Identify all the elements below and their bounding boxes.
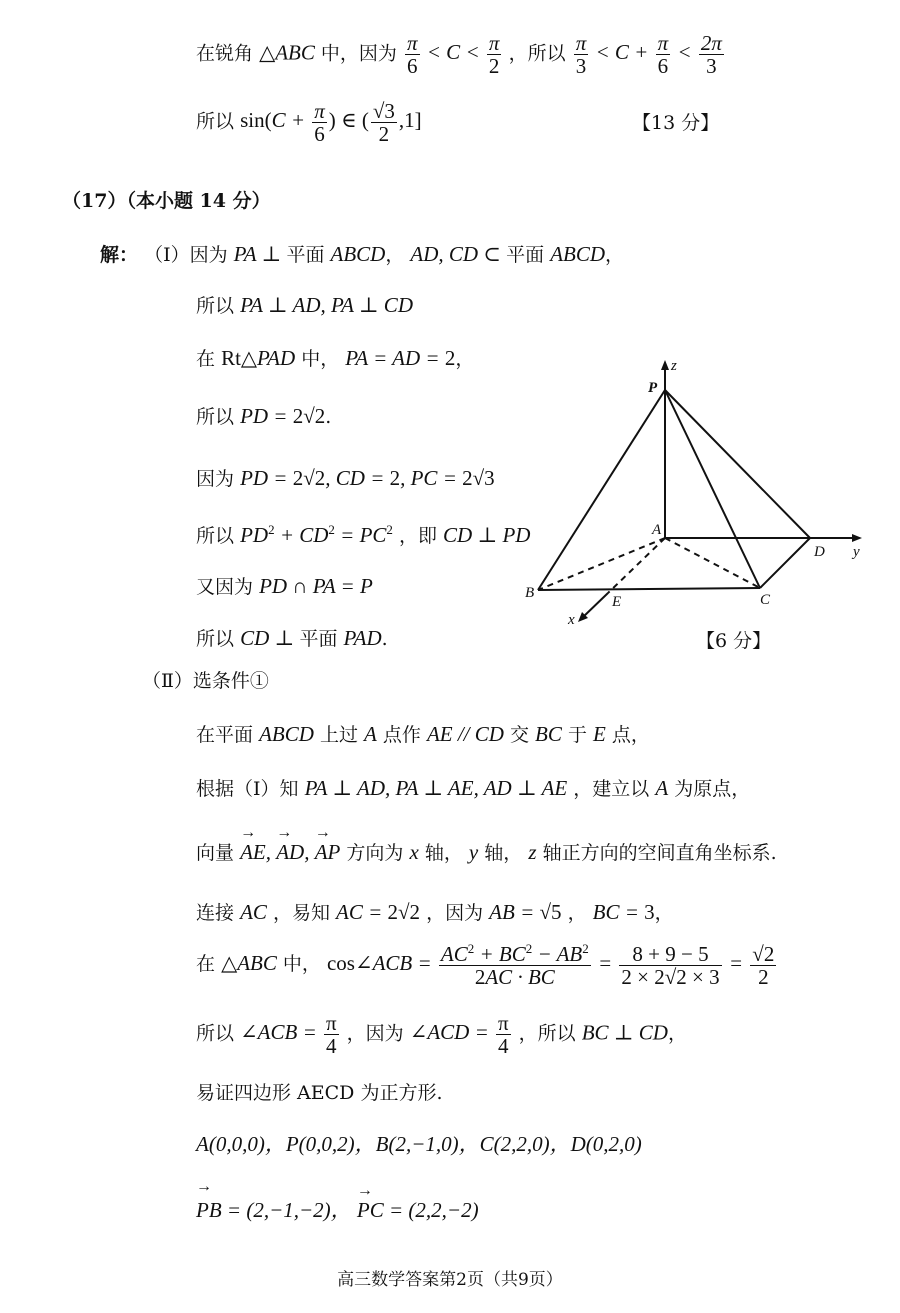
line-lengths	[196, 464, 495, 491]
vector-pc: → PC = (2,2,−2)	[357, 1198, 479, 1223]
line-coordinates: A(0,0,0)，P(0,0,2)，B(2,−1,0)，C(2,2,0)，D(0,2,0)	[196, 1132, 642, 1156]
math: BC	[535, 722, 562, 746]
text: 所以	[196, 1022, 235, 1045]
math-c-range: $\frac{\pi}{6}$ < C < $\frac{\pi}{2}$	[406, 31, 500, 79]
text: 所以	[196, 525, 235, 547]
solution-label: 解：	[100, 244, 139, 266]
math: PA ⊥ AD, PA ⊥ CD	[240, 293, 413, 317]
math: ∠ACD = $\frac{\pi}{4}$	[409, 1011, 509, 1059]
math: PA = AD = 2	[345, 346, 456, 370]
math: AC = 2√2	[336, 900, 421, 924]
math: CD ⊥ PD	[443, 523, 531, 547]
line-vectors	[196, 1194, 479, 1224]
problem-17-header: （17）（本小题 14 分）	[62, 190, 271, 212]
line-square: 易证四边形 AECD 为正方形.	[196, 1082, 443, 1104]
text: ，因为	[346, 1022, 404, 1045]
text: 中，	[282, 952, 321, 975]
text: 为原点，	[674, 778, 751, 800]
part2-label: （Ⅱ）选条件①	[142, 670, 269, 692]
text: 所以	[196, 295, 235, 317]
math-triangle-abc: △ABC	[259, 40, 315, 65]
math: PD = 2√2, CD = 2, PC = 2√3	[240, 466, 495, 490]
text: 点，	[611, 724, 650, 746]
edge-pb	[538, 390, 665, 590]
math: ∠ACB = $\frac{\pi}{4}$	[240, 1011, 337, 1059]
edge-cd	[760, 538, 810, 588]
math: E	[593, 722, 606, 746]
text: 在	[196, 952, 216, 975]
y-arrow	[852, 534, 862, 542]
text: 点作	[382, 724, 421, 746]
label-e: E	[612, 594, 622, 610]
label-p: P	[648, 380, 658, 396]
math: x	[409, 840, 419, 864]
edge-pd	[665, 390, 810, 538]
line-conclusion-1: 所以 CD ⊥ 平面 PAD.	[196, 626, 388, 650]
line-angles: 所以 ∠ACB = $\frac{\pi}{4}$ ，因为 ∠ACD = $\frac{\pi}{4}$ ，所以 BC ⊥ CD，	[196, 1011, 687, 1059]
math: PD ∩ PA = P	[259, 574, 373, 598]
math: AB = √5	[489, 900, 562, 924]
text: ，即	[398, 525, 437, 547]
vector-pb: → PB = (2,−1,−2)，	[196, 1194, 352, 1224]
line-sin-range	[196, 100, 422, 145]
math: PA ⊥	[233, 242, 287, 266]
line-cosine	[196, 942, 778, 988]
text: 又因为	[196, 576, 254, 598]
math: ABCD	[330, 242, 386, 266]
label-a: A	[652, 522, 662, 538]
math: PAD	[343, 626, 382, 650]
text: ，所以	[508, 42, 566, 65]
math: PA ⊥ AD, PA ⊥ AE, AD ⊥ AE	[304, 776, 568, 800]
line-vectors-axes	[196, 838, 777, 865]
text: 所以	[196, 406, 235, 428]
math: $PD^2 + CD^2 = PC^2$	[240, 522, 393, 547]
text: ，所以	[518, 1022, 576, 1045]
pyramid-figure	[520, 348, 880, 638]
text: 交	[509, 724, 529, 746]
math: AE // CD	[426, 722, 504, 746]
label-b: B	[525, 585, 535, 601]
math: A	[364, 722, 377, 746]
text: 连接	[196, 902, 235, 924]
line-ac-length: 连接 AC ，易知 AC = 2√2 ，因为 AB = √5 ， BC = 3，	[196, 900, 674, 924]
math: BC = 3	[592, 900, 655, 924]
math: AD, CD ⊂	[410, 242, 507, 266]
math: CD ⊥	[240, 626, 300, 650]
label-x: x	[568, 612, 575, 628]
text: ，建立以	[573, 778, 650, 800]
text: （Ⅰ）因为	[144, 244, 228, 266]
text: 向量	[196, 842, 235, 864]
text: 方向为	[346, 842, 404, 864]
line-acute-triangle	[196, 32, 726, 77]
text: 平面	[506, 244, 545, 266]
math: BC ⊥ CD	[581, 1020, 668, 1045]
math: cos∠ACB = $\frac{AC^2 + BC^2 - AB^2}{2AC \cdot BC}$ = $\frac{8 + 9 - 5}{2 \times 2√2 \times 3}$ = $\frac{√2}{2}$	[326, 941, 775, 990]
text: 平面	[299, 628, 338, 650]
math: y	[468, 840, 479, 864]
text: 轴正方向的空间直角坐标系.	[542, 842, 777, 864]
math: △ABC	[221, 950, 277, 975]
text: 因为	[196, 468, 235, 490]
text: 中，	[301, 348, 340, 370]
math: A	[655, 776, 669, 800]
math: → AE, → AD, → AP	[240, 840, 340, 864]
text: 轴，	[484, 842, 523, 864]
edge-ac	[665, 538, 760, 588]
text: 在	[196, 348, 216, 370]
line-pd: 所以 PD = 2√2.	[196, 404, 332, 428]
text: 轴，	[424, 842, 463, 864]
text: 所以	[196, 110, 235, 133]
label-d: D	[814, 544, 825, 560]
math-c-shift-range: $\frac{\pi}{3}$ < C + $\frac{\pi}{6}$ < $\frac{2\pi}{3}$	[575, 31, 722, 79]
label-y: y	[853, 544, 860, 560]
line-intersection	[196, 572, 373, 599]
text: ，易知	[272, 902, 330, 924]
score-6: 【6 分】	[696, 630, 772, 652]
text: 所以	[196, 628, 235, 650]
z-arrow	[661, 360, 669, 370]
page-footer: 高三数学答案第2页（共9页）	[337, 1270, 563, 1290]
edge-pc	[665, 390, 760, 588]
line-part1-intro: 解： （Ⅰ）因为 PA ⊥ 平面 ABCD， AD, CD ⊂ 平面 ABCD，	[100, 242, 625, 266]
text: 中，因为	[320, 42, 397, 65]
line-construct-ae	[196, 720, 650, 747]
line-pythag	[196, 521, 530, 548]
text: 在平面	[196, 724, 254, 746]
math: ABCD	[550, 242, 606, 266]
label-z: z	[671, 358, 677, 374]
text: 在锐角	[196, 42, 254, 65]
label-c: C	[760, 592, 771, 608]
edge-ab	[538, 538, 665, 590]
text: 于	[567, 724, 587, 746]
edge-bc	[538, 588, 760, 590]
math: ABCD	[259, 722, 314, 746]
line-rt-triangle: 在 Rt△PAD 中， PA = AD = 2，	[196, 346, 475, 370]
x-axis-dashed	[608, 538, 665, 593]
line-setup-coords	[196, 774, 750, 801]
math: z	[528, 840, 537, 864]
text: ，	[567, 902, 587, 924]
text: 上过	[319, 724, 358, 746]
text: ，因为	[426, 902, 484, 924]
score-13: 【13 分】	[632, 112, 720, 134]
math: Rt△PAD	[221, 346, 296, 370]
text: 根据（Ⅰ）知	[196, 778, 299, 800]
text: 平面	[286, 244, 325, 266]
math: AC	[240, 900, 267, 924]
x-axis-solid	[582, 593, 608, 618]
line-perp	[196, 291, 413, 318]
math-sin-expr: sin(C + $\frac{\pi}{6}$ ) ∈ ( $\frac{√3}{2}$ ,1]	[240, 99, 422, 147]
math: PD = 2√2	[240, 404, 326, 428]
